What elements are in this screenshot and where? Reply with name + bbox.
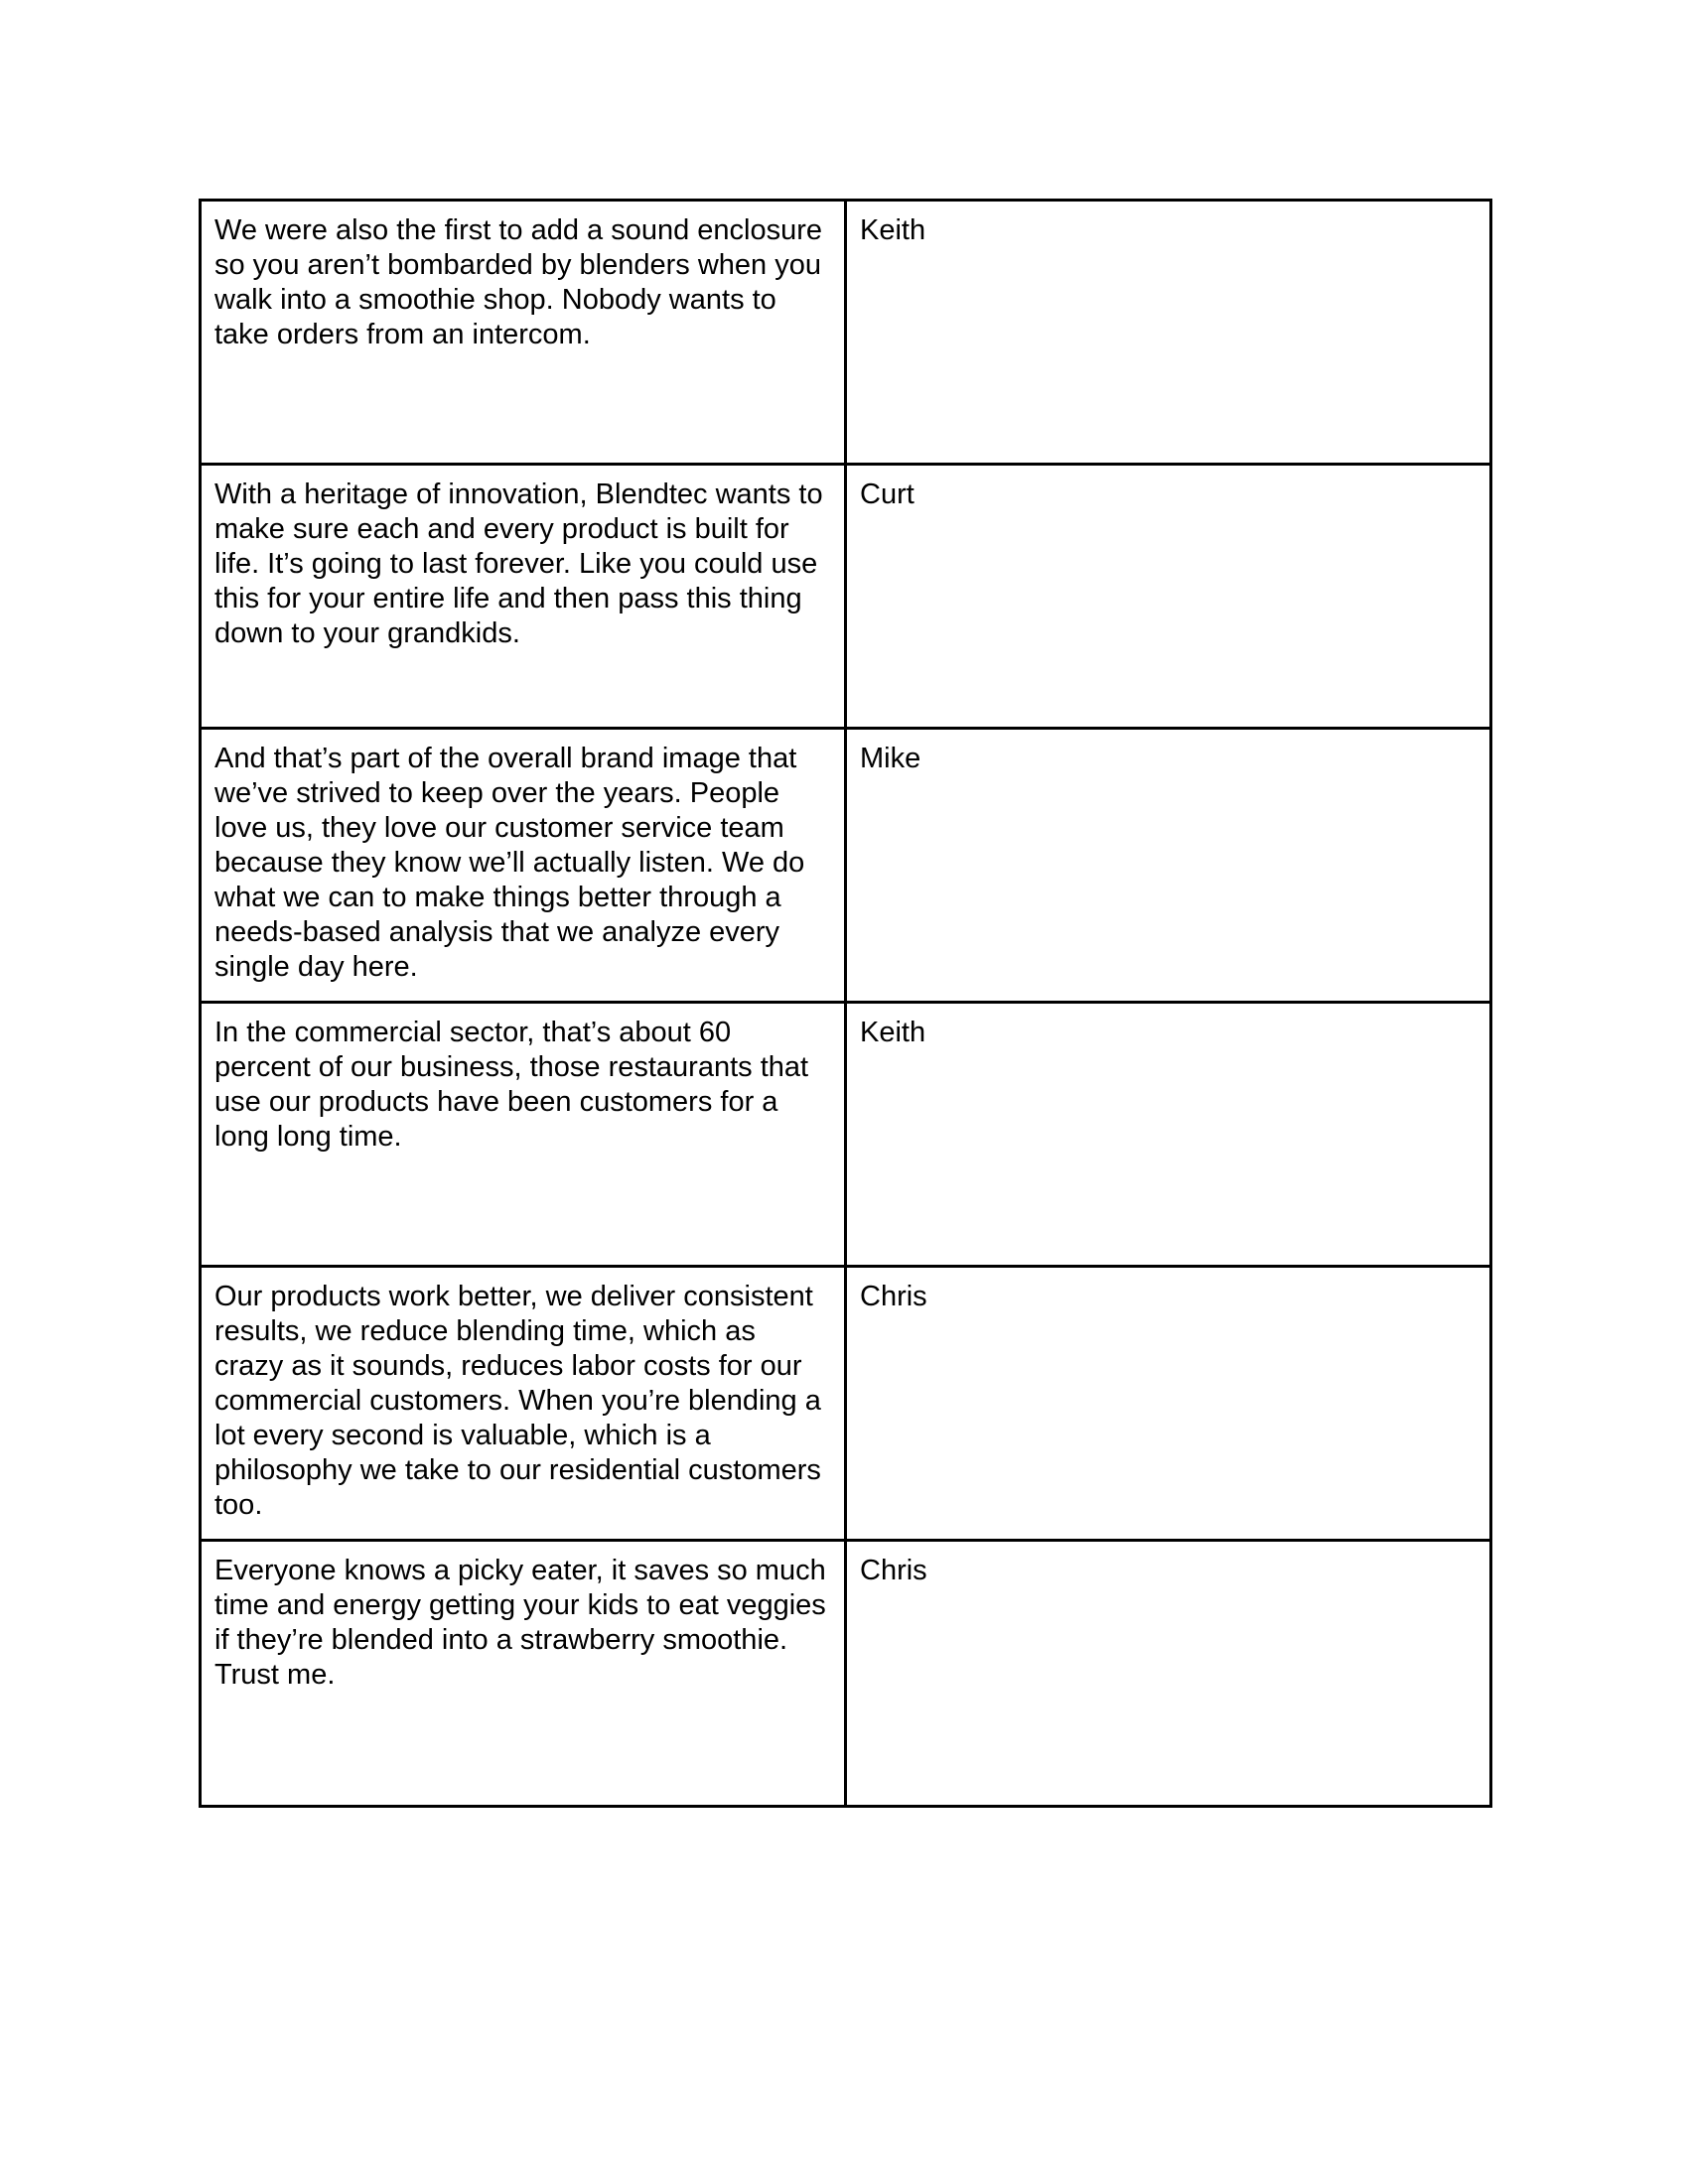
- table-row: [201, 465, 1491, 729]
- speaker-cell: Curt: [846, 465, 1491, 729]
- quote-cell: Everyone knows a picky eater, it saves so much time and energy getting your kids to eat veggies if they’re blended into a strawberry smoothie. Trust me.: [201, 1541, 846, 1807]
- quote-cell: Our products work better, we deliver consistent results, we reduce blending time, which as crazy as it sounds, reduces labor costs for our commercial customers. When you’re blending a lot every second is valuable, which is a philosophy we take to our residential customers too.: [201, 1267, 846, 1541]
- table-row: [201, 1541, 1491, 1807]
- table-row: [201, 729, 1491, 1003]
- table-row: [201, 201, 1491, 465]
- quote-cell: We were also the first to add a sound enclosure so you aren’t bombarded by blenders when you walk into a smoothie shop. Nobody wants to take orders from an intercom.: [201, 201, 846, 465]
- speaker-cell: Keith: [846, 1003, 1491, 1267]
- table-row: [201, 1267, 1491, 1541]
- speaker-cell: Mike: [846, 729, 1491, 1003]
- quote-cell: In the commercial sector, that’s about 60 percent of our business, those restaurants that use our products have been customers for a long long time.: [201, 1003, 846, 1267]
- quote-cell: And that’s part of the overall brand image that we’ve strived to keep over the years. People love us, they love our customer service team because they know we’ll actually listen. We do what we can to make things better through a needs-based analysis that we analyze every single day here.: [201, 729, 846, 1003]
- speaker-cell: Chris: [846, 1541, 1491, 1807]
- speaker-cell: Chris: [846, 1267, 1491, 1541]
- speaker-cell: Keith: [846, 201, 1491, 465]
- quote-speaker-table: [199, 199, 1492, 1808]
- quote-cell: With a heritage of innovation, Blendtec wants to make sure each and every product is built for life. It’s going to last forever. Like you could use this for your entire life and then pass this thing down to your grandkids.: [201, 465, 846, 729]
- table-row: [201, 1003, 1491, 1267]
